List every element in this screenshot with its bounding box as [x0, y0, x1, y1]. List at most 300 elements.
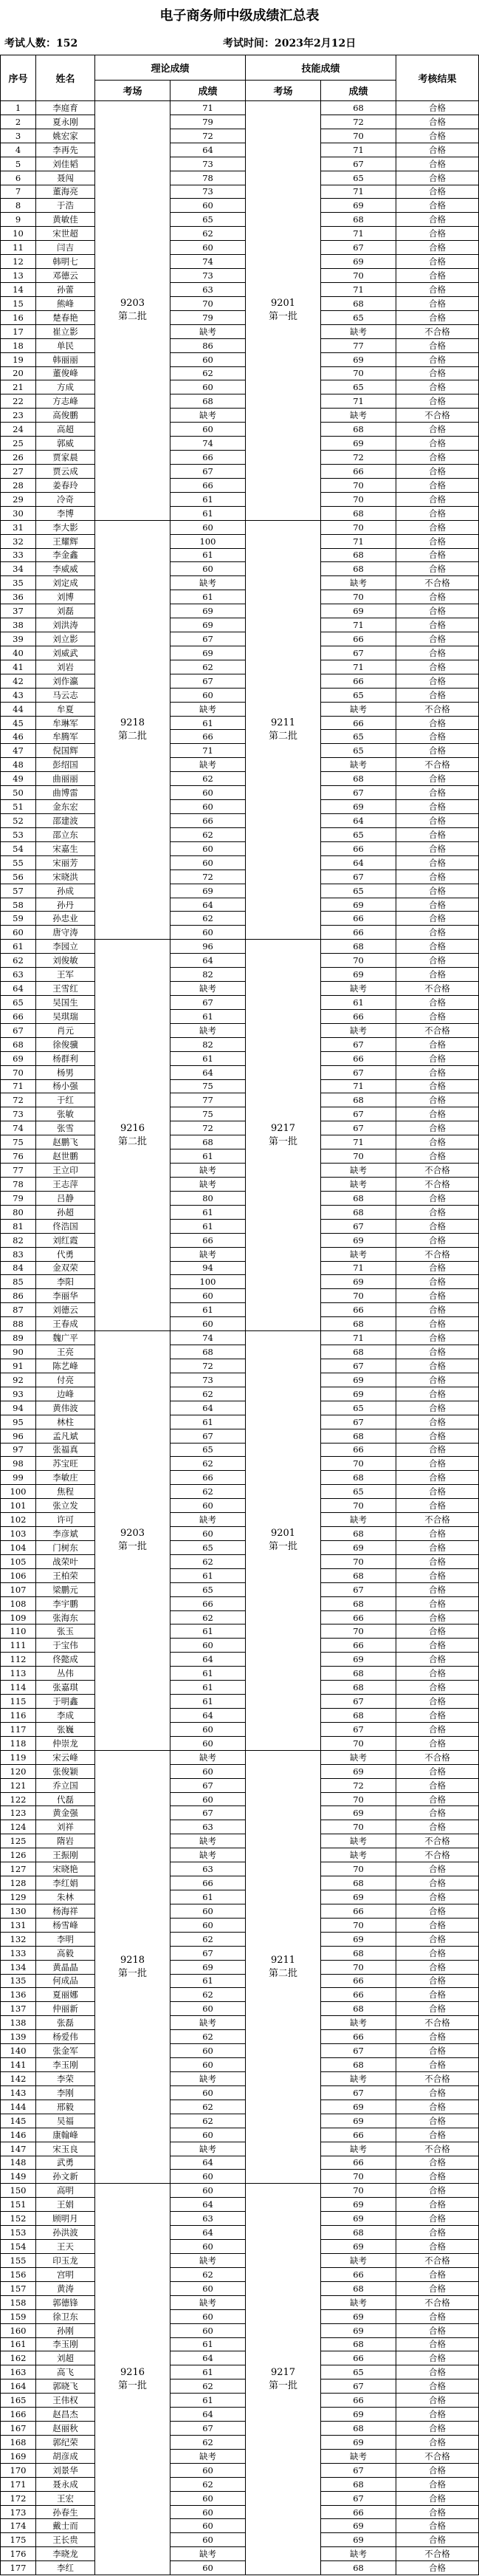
- result: 合格: [396, 1275, 479, 1289]
- row-seq: 27: [1, 464, 36, 478]
- skill-score: 71: [321, 282, 396, 296]
- row-name: 张海东: [36, 1610, 95, 1624]
- result: 合格: [396, 1331, 479, 1345]
- skill-score: 70: [321, 1918, 396, 1932]
- result: 合格: [396, 2114, 479, 2128]
- row-seq: 91: [1, 1359, 36, 1373]
- result: 合格: [396, 814, 479, 828]
- skill-score: 缺考: [321, 1164, 396, 1178]
- skill-score: 68: [321, 506, 396, 520]
- row-name: 邵立东: [36, 827, 95, 841]
- table-row: [1, 1610, 479, 1624]
- row-seq: 2: [1, 115, 36, 129]
- result: 合格: [396, 1387, 479, 1401]
- result: 合格: [396, 1932, 479, 1946]
- row-seq: 11: [1, 241, 36, 255]
- result: 不合格: [396, 1750, 479, 1764]
- skill-score: 缺考: [321, 1750, 396, 1764]
- skill-score: 70: [321, 590, 396, 604]
- table-row: [1, 1932, 479, 1946]
- table-row: [1, 786, 479, 800]
- row-name: 崔立影: [36, 324, 95, 338]
- table-row: [1, 101, 479, 115]
- row-name: 代勇: [36, 1247, 95, 1261]
- skill-score: 70: [321, 954, 396, 968]
- row-seq: 129: [1, 1890, 36, 1904]
- skill-score: 65: [321, 730, 396, 744]
- table-row: [1, 520, 479, 534]
- row-name: 杨爱伟: [36, 2030, 95, 2044]
- skill-score: 69: [321, 2323, 396, 2337]
- table-row: [1, 1457, 479, 1471]
- skill-score: 69: [321, 1233, 396, 1247]
- table-row: [1, 2533, 479, 2547]
- result: 合格: [396, 855, 479, 870]
- result: 合格: [396, 1107, 479, 1121]
- theory-score: 63: [170, 1820, 246, 1834]
- skill-score: 66: [321, 2156, 396, 2170]
- table-row: [1, 394, 479, 409]
- row-seq: 120: [1, 1764, 36, 1778]
- table-row: [1, 269, 479, 283]
- row-name: 刘佳韬: [36, 157, 95, 171]
- table-row: [1, 324, 479, 338]
- row-name: 印玉龙: [36, 2253, 95, 2267]
- skill-score: 68: [321, 772, 396, 786]
- skill-score: 72: [321, 1778, 396, 1792]
- row-seq: 37: [1, 604, 36, 618]
- row-name: 方成: [36, 380, 95, 394]
- row-seq: 3: [1, 129, 36, 143]
- theory-score: 60: [170, 380, 246, 394]
- table-row: [1, 1345, 479, 1359]
- row-name: 张雪: [36, 1121, 95, 1135]
- row-seq: 115: [1, 1695, 36, 1709]
- row-name: 黄敏佳: [36, 213, 95, 227]
- row-name: 贾云成: [36, 464, 95, 478]
- skill-score: 66: [321, 2267, 396, 2281]
- result: 合格: [396, 1554, 479, 1568]
- row-name: 邢毅: [36, 2100, 95, 2114]
- table-row: [1, 2379, 479, 2394]
- result: 不合格: [396, 1247, 479, 1261]
- row-name: 孙刚: [36, 2323, 95, 2337]
- row-name: 邓德云: [36, 269, 95, 283]
- table-row: [1, 506, 479, 520]
- result: 合格: [396, 646, 479, 660]
- row-seq: 90: [1, 1345, 36, 1359]
- skill-score: 68: [321, 2002, 396, 2016]
- row-name: 刘威武: [36, 646, 95, 660]
- row-seq: 148: [1, 2156, 36, 2170]
- theory-score: 缺考: [170, 702, 246, 716]
- table-row: [1, 282, 479, 296]
- result: 合格: [396, 604, 479, 618]
- row-name: 李金鑫: [36, 548, 95, 562]
- theory-score: 64: [170, 1653, 246, 1667]
- skill-score: 67: [321, 1582, 396, 1596]
- skill-score: 69: [321, 968, 396, 982]
- row-seq: 145: [1, 2114, 36, 2128]
- table-row: [1, 562, 479, 576]
- table-row: [1, 730, 479, 744]
- result: 合格: [396, 1876, 479, 1890]
- table-row: [1, 1401, 479, 1415]
- theory-score: 60: [170, 2519, 246, 2533]
- skill-score: 65: [321, 171, 396, 185]
- result: 合格: [396, 520, 479, 534]
- row-name: 王伟权: [36, 2394, 95, 2408]
- result: 合格: [396, 1540, 479, 1554]
- result: 不合格: [396, 1848, 479, 1862]
- theory-score: 62: [170, 2114, 246, 2128]
- skill-score: 缺考: [321, 982, 396, 996]
- theory-score: 62: [170, 2477, 246, 2491]
- skill-score: 68: [321, 1191, 396, 1205]
- table-row: [1, 492, 479, 506]
- table-row: [1, 2463, 479, 2477]
- table-row: [1, 2253, 479, 2267]
- table-row: [1, 2114, 479, 2128]
- theory-score: 65: [170, 1540, 246, 1554]
- skill-score: 69: [321, 437, 396, 451]
- row-name: 刘祥: [36, 1820, 95, 1834]
- skill-score: 缺考: [321, 1023, 396, 1037]
- skill-score: 69: [321, 2533, 396, 2547]
- header-theory: 理论成绩: [95, 55, 246, 81]
- row-seq: 107: [1, 1582, 36, 1596]
- skill-score: 70: [321, 1457, 396, 1471]
- skill-score: 缺考: [321, 2071, 396, 2085]
- skill-score: 68: [321, 1681, 396, 1695]
- row-name: 佟懿成: [36, 1653, 95, 1667]
- row-seq: 44: [1, 702, 36, 716]
- row-name: 倪国辉: [36, 744, 95, 758]
- theory-score: 61: [170, 1667, 246, 1681]
- table-row: [1, 841, 479, 855]
- table-row: [1, 1471, 479, 1485]
- skill-score: 65: [321, 884, 396, 898]
- theory-score: 67: [170, 674, 246, 688]
- theory-score: 64: [170, 2156, 246, 2170]
- row-seq: 81: [1, 1219, 36, 1233]
- theory-score: 60: [170, 1792, 246, 1806]
- theory-score: 60: [170, 2044, 246, 2058]
- table-row: [1, 576, 479, 590]
- row-seq: 103: [1, 1527, 36, 1541]
- row-name: 胡彦成: [36, 2449, 95, 2463]
- theory-score: 缺考: [170, 2016, 246, 2030]
- table-row: [1, 2351, 479, 2365]
- row-seq: 109: [1, 1610, 36, 1624]
- skill-score: 69: [321, 1387, 396, 1401]
- row-seq: 164: [1, 2379, 36, 2394]
- skill-score: 66: [321, 1443, 396, 1457]
- result: 合格: [396, 2267, 479, 2281]
- skill-score: 64: [321, 814, 396, 828]
- theory-score: 60: [170, 199, 246, 213]
- theory-score: 69: [170, 1960, 246, 1974]
- theory-score: 61: [170, 1624, 246, 1639]
- row-seq: 13: [1, 269, 36, 283]
- result: 合格: [396, 506, 479, 520]
- theory-score: 62: [170, 1610, 246, 1624]
- skill-score: 66: [321, 1303, 396, 1317]
- row-name: 李玉刚: [36, 2337, 95, 2351]
- result: 合格: [396, 199, 479, 213]
- theory-score: 72: [170, 1359, 246, 1373]
- theory-score: 60: [170, 520, 246, 534]
- result: 合格: [396, 1191, 479, 1205]
- result: 合格: [396, 1653, 479, 1667]
- row-seq: 30: [1, 506, 36, 520]
- row-seq: 140: [1, 2044, 36, 2058]
- skill-score: 68: [321, 562, 396, 576]
- row-seq: 33: [1, 548, 36, 562]
- theory-score: 66: [170, 814, 246, 828]
- table-row: [1, 1890, 479, 1904]
- result: 合格: [396, 2519, 479, 2533]
- row-name: 李彦斌: [36, 1527, 95, 1541]
- row-seq: 172: [1, 2491, 36, 2505]
- table-row: [1, 338, 479, 352]
- result: 合格: [396, 2226, 479, 2240]
- table-row: [1, 968, 479, 982]
- row-seq: 133: [1, 1946, 36, 1960]
- theory-score: 66: [170, 1876, 246, 1890]
- header-result: 考核结果: [396, 55, 479, 101]
- row-name: 黄伟波: [36, 1401, 95, 1415]
- row-seq: 28: [1, 478, 36, 492]
- result: 合格: [396, 2394, 479, 2408]
- row-seq: 18: [1, 338, 36, 352]
- table-row: [1, 1275, 479, 1289]
- theory-score: 69: [170, 646, 246, 660]
- theory-score: 61: [170, 548, 246, 562]
- result: 合格: [396, 1065, 479, 1079]
- table-row: [1, 1107, 479, 1121]
- row-name: 黄涛: [36, 2281, 95, 2295]
- table-row: [1, 2309, 479, 2323]
- table-row: [1, 1527, 479, 1541]
- row-name: 宫明: [36, 2267, 95, 2281]
- table-row: [1, 451, 479, 465]
- theory-score: 64: [170, 1401, 246, 1415]
- theory-score: 78: [170, 171, 246, 185]
- theory-score: 79: [170, 115, 246, 129]
- skill-score: 66: [321, 841, 396, 855]
- table-row: [1, 2337, 479, 2351]
- theory-score: 64: [170, 143, 246, 157]
- table-row: [1, 1681, 479, 1695]
- skill-score: 缺考: [321, 409, 396, 423]
- row-seq: 57: [1, 884, 36, 898]
- theory-score: 缺考: [170, 1750, 246, 1764]
- row-seq: 7: [1, 185, 36, 199]
- skill-score: 70: [321, 2170, 396, 2184]
- row-seq: 168: [1, 2435, 36, 2449]
- table-row: [1, 2547, 479, 2561]
- result: 合格: [396, 827, 479, 841]
- theory-score: 60: [170, 926, 246, 940]
- skill-score: 71: [321, 1331, 396, 1345]
- result: 不合格: [396, 2547, 479, 2561]
- row-seq: 110: [1, 1624, 36, 1639]
- skill-score: 69: [321, 1932, 396, 1946]
- row-name: 方志峰: [36, 394, 95, 409]
- row-name: 牟腾军: [36, 730, 95, 744]
- result: 合格: [396, 1485, 479, 1499]
- theory-score: 100: [170, 1275, 246, 1289]
- result: 合格: [396, 590, 479, 604]
- theory-score: 缺考: [170, 2142, 246, 2156]
- skill-score: 68: [321, 2561, 396, 2575]
- result: 合格: [396, 1639, 479, 1653]
- table-row: [1, 1359, 479, 1373]
- table-row: [1, 1596, 479, 1610]
- table-row: [1, 674, 479, 688]
- skill-score: 70: [321, 269, 396, 283]
- skill-score: 缺考: [321, 2142, 396, 2156]
- theory-score: 61: [170, 1681, 246, 1695]
- table-row: [1, 423, 479, 437]
- skill-score: 71: [321, 1079, 396, 1093]
- table-row: [1, 2156, 479, 2170]
- row-seq: 153: [1, 2226, 36, 2240]
- row-seq: 142: [1, 2071, 36, 2085]
- result: 合格: [396, 1233, 479, 1247]
- theory-score: 缺考: [170, 409, 246, 423]
- result: 合格: [396, 2058, 479, 2072]
- theory-room: 9203 第二批: [95, 101, 170, 521]
- theory-score: 60: [170, 2463, 246, 2477]
- theory-score: 62: [170, 912, 246, 926]
- row-name: 孙春生: [36, 2505, 95, 2519]
- result: 合格: [396, 1205, 479, 1219]
- table-row: [1, 912, 479, 926]
- table-row: [1, 1443, 479, 1457]
- row-name: 李明: [36, 1932, 95, 1946]
- row-name: 王天: [36, 2240, 95, 2254]
- table-row: [1, 1988, 479, 2002]
- skill-score: 71: [321, 1135, 396, 1149]
- row-name: 战荣叶: [36, 1554, 95, 1568]
- result: 合格: [396, 2408, 479, 2422]
- table-row: [1, 884, 479, 898]
- table-row: [1, 1121, 479, 1135]
- row-seq: 24: [1, 423, 36, 437]
- row-name: 魏广平: [36, 1331, 95, 1345]
- theory-score: 60: [170, 2240, 246, 2254]
- row-name: 隋岩: [36, 1834, 95, 1848]
- skill-score: 67: [321, 1359, 396, 1373]
- skill-score: 69: [321, 2519, 396, 2533]
- skill-score: 66: [321, 1904, 396, 1918]
- row-seq: 92: [1, 1373, 36, 1387]
- table-row: [1, 2212, 479, 2226]
- table-row: [1, 996, 479, 1010]
- table-row: [1, 1513, 479, 1527]
- row-seq: 36: [1, 590, 36, 604]
- theory-score: 71: [170, 744, 246, 758]
- row-name: 韩丽丽: [36, 352, 95, 366]
- skill-score: 69: [321, 1373, 396, 1387]
- row-seq: 5: [1, 157, 36, 171]
- table-row: [1, 1540, 479, 1554]
- skill-score: 缺考: [321, 324, 396, 338]
- table-row: [1, 1764, 479, 1778]
- result: 合格: [396, 1051, 479, 1065]
- result: 合格: [396, 1681, 479, 1695]
- result: 合格: [396, 2379, 479, 2394]
- table-row: [1, 2491, 479, 2505]
- row-name: 楚春艳: [36, 310, 95, 324]
- theory-score: 66: [170, 1233, 246, 1247]
- skill-score: 66: [321, 1988, 396, 2002]
- theory-score: 61: [170, 1051, 246, 1065]
- skill-score: 68: [321, 2477, 396, 2491]
- result: 合格: [396, 940, 479, 954]
- table-row: [1, 1946, 479, 1960]
- theory-score: 65: [170, 1443, 246, 1457]
- table-row: [1, 1037, 479, 1051]
- theory-score: 60: [170, 2309, 246, 2323]
- result: 合格: [396, 451, 479, 465]
- table-row: [1, 870, 479, 884]
- row-name: 李玉刚: [36, 2058, 95, 2072]
- skill-score: 68: [321, 1093, 396, 1107]
- result: 合格: [396, 2198, 479, 2212]
- result: 不合格: [396, 2071, 479, 2085]
- row-name: 代磊: [36, 1792, 95, 1806]
- row-name: 李红: [36, 2561, 95, 2575]
- skill-score: 67: [321, 157, 396, 171]
- skill-score: 71: [321, 534, 396, 548]
- table-row: [1, 688, 479, 702]
- table-row: [1, 2128, 479, 2142]
- result: 合格: [396, 1527, 479, 1541]
- skill-score: 70: [321, 1554, 396, 1568]
- row-name: 武勇: [36, 2156, 95, 2170]
- result: 合格: [396, 1079, 479, 1093]
- table-row: [1, 1820, 479, 1834]
- theory-room: 9216 第二批: [95, 940, 170, 1331]
- row-seq: 52: [1, 814, 36, 828]
- row-seq: 118: [1, 1736, 36, 1750]
- result: 合格: [396, 1149, 479, 1164]
- result: 合格: [396, 227, 479, 241]
- result: 合格: [396, 1359, 479, 1373]
- result: 合格: [396, 730, 479, 744]
- theory-score: 60: [170, 1527, 246, 1541]
- row-seq: 71: [1, 1079, 36, 1093]
- theory-score: 缺考: [170, 1164, 246, 1178]
- row-name: 黄晶晶: [36, 1960, 95, 1974]
- result: 合格: [396, 1121, 479, 1135]
- theory-score: 65: [170, 1582, 246, 1596]
- skill-score: 68: [321, 213, 396, 227]
- theory-score: 62: [170, 227, 246, 241]
- skill-score: 69: [321, 1275, 396, 1289]
- table-row: [1, 2281, 479, 2295]
- table-row: [1, 590, 479, 604]
- theory-score: 60: [170, 800, 246, 814]
- row-seq: 62: [1, 954, 36, 968]
- row-name: 陈艺峰: [36, 1359, 95, 1373]
- theory-room: 9218 第二批: [95, 520, 170, 940]
- theory-score: 64: [170, 1065, 246, 1079]
- skill-score: 77: [321, 338, 396, 352]
